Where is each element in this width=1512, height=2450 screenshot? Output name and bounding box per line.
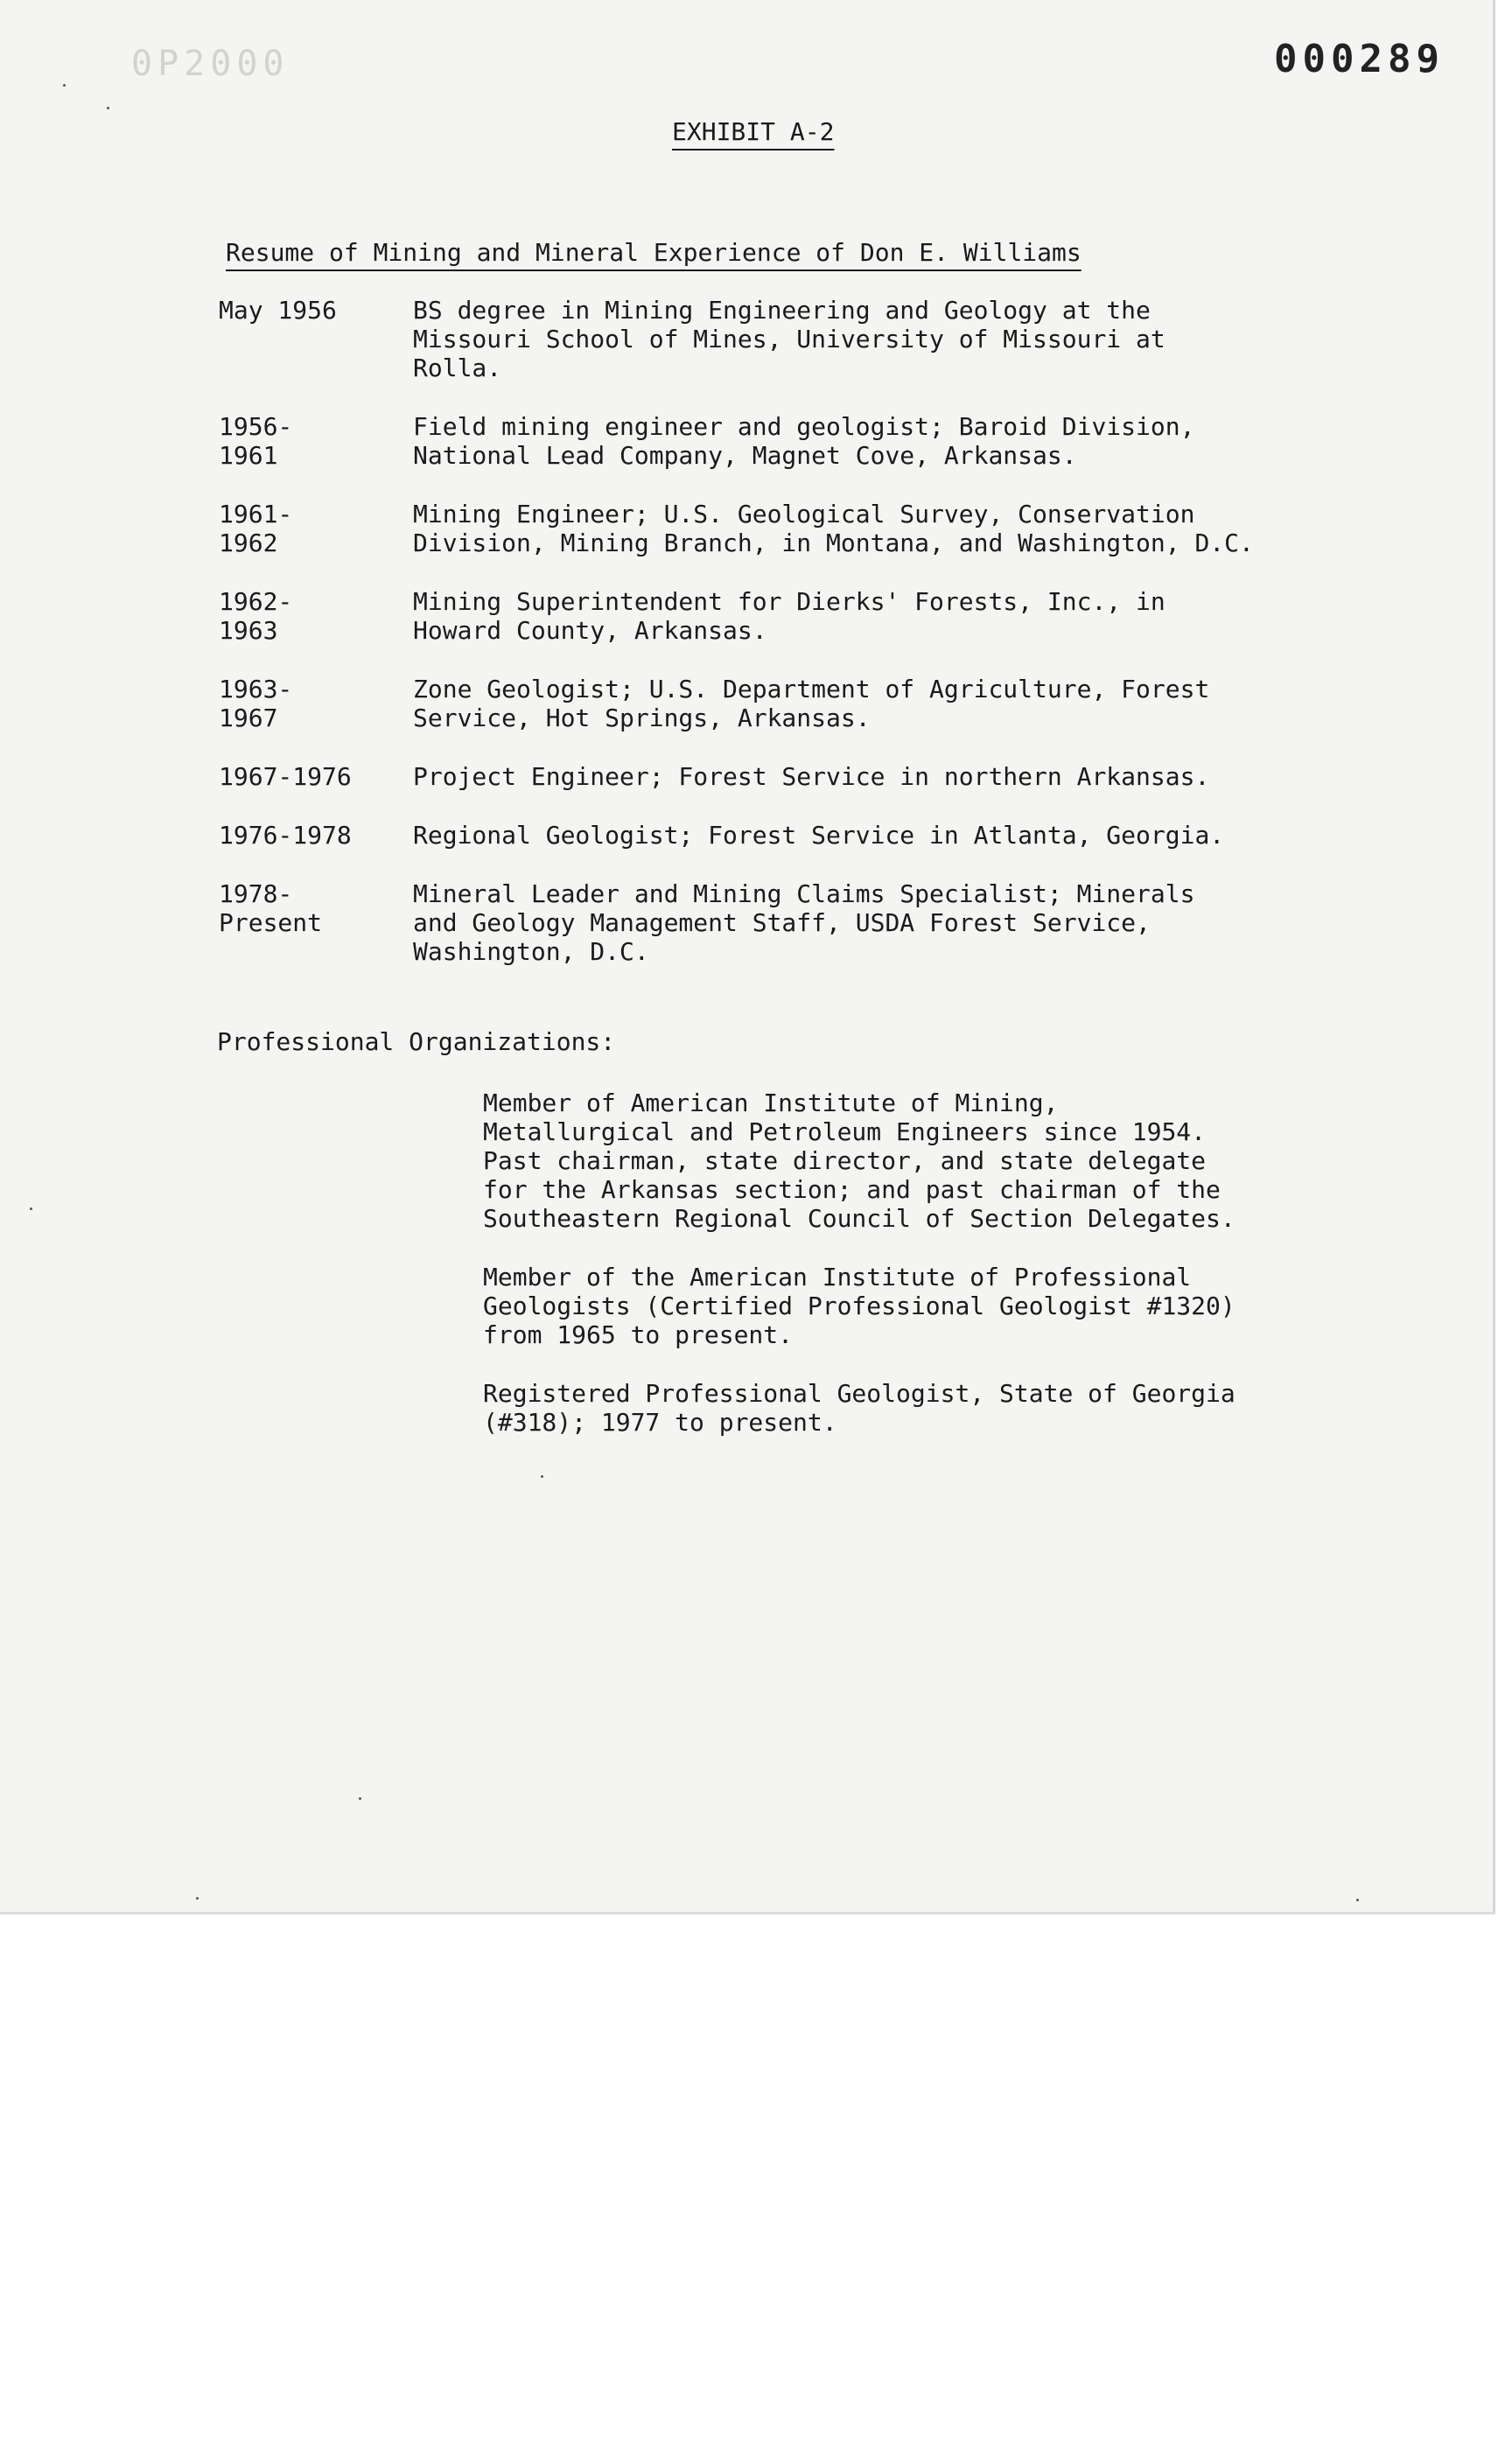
- experience-entry: [219, 821, 1304, 850]
- entry-text: Zone Geologist; U.S. Department of Agriculture, Forest Service, Hot Springs, Arkansas.: [413, 675, 1210, 732]
- organization-item: Registered Professional Geologist, State of Georgia (#318); 1977 to present.: [483, 1379, 1236, 1437]
- entry-text: BS degree in Mining Engineering and Geology at the Missouri School of Mines, University of Missouri at Rolla.: [413, 296, 1166, 382]
- resume-heading: Resume of Mining and Mineral Experience of Don E. Williams: [226, 238, 1082, 267]
- organizations-heading: Professional Organizations:: [217, 1027, 616, 1056]
- experience-entry: [219, 879, 1304, 966]
- scan-speck: [107, 107, 109, 109]
- scan-speck: [196, 1897, 199, 1900]
- scan-speck: [359, 1797, 361, 1800]
- entry-date: 1967-1976: [219, 762, 352, 791]
- entry-text: Mining Engineer; U.S. Geological Survey, Conservation Division, Mining Branch, in Montana, and Washington, D.C.: [413, 500, 1254, 557]
- experience-list: [219, 296, 1304, 996]
- entry-date: 1962- 1963: [219, 587, 293, 645]
- experience-entry: [219, 587, 1304, 645]
- entry-text: Project Engineer; Forest Service in northern Arkansas.: [413, 762, 1210, 791]
- entry-date: 1976-1978: [219, 821, 352, 850]
- experience-entry: [219, 296, 1304, 382]
- entry-date: 1956- 1961: [219, 412, 293, 470]
- organizations-list: [483, 1088, 1270, 1466]
- experience-entry: [219, 500, 1304, 557]
- stamp-number: 000289: [1274, 37, 1445, 81]
- entry-date: May 1956: [219, 296, 337, 325]
- organization-item: Member of the American Institute of Professional Geologists (Certified Professional Geologist #1320) from 1965 to present.: [483, 1263, 1236, 1349]
- scan-speck: [541, 1475, 543, 1478]
- scan-speck: [30, 1208, 32, 1210]
- entry-date: 1963- 1967: [219, 675, 293, 732]
- organization-item: Member of American Institute of Mining, Metallurgical and Petroleum Engineers since 1954. Past chairman, state director, and state delegate for the Arkansas section; and past chairman of the Southeastern Regional Council of Section Delegates.: [483, 1088, 1236, 1233]
- entry-text: Mining Superintendent for Dierks' Forests, Inc., in Howard County, Arkansas.: [413, 587, 1166, 645]
- entry-date: 1961- 1962: [219, 500, 293, 557]
- scan-speck: [63, 84, 66, 87]
- faint-stamp: 0P2000: [131, 44, 290, 84]
- scan-speck: [1356, 1899, 1359, 1901]
- entry-date: 1978- Present: [219, 879, 323, 937]
- experience-entry: [219, 412, 1304, 470]
- experience-entry: [219, 675, 1304, 732]
- entry-text: Field mining engineer and geologist; Baroid Division, National Lead Company, Magnet Cove, Arkansas.: [413, 412, 1195, 470]
- entry-text: Regional Geologist; Forest Service in Atlanta, Georgia.: [413, 821, 1225, 850]
- experience-entry: [219, 762, 1304, 791]
- exhibit-title: EXHIBIT A-2: [672, 117, 835, 146]
- entry-text: Mineral Leader and Mining Claims Specialist; Minerals and Geology Management Staff, USDA Forest Service, Washington, D.C.: [413, 879, 1195, 966]
